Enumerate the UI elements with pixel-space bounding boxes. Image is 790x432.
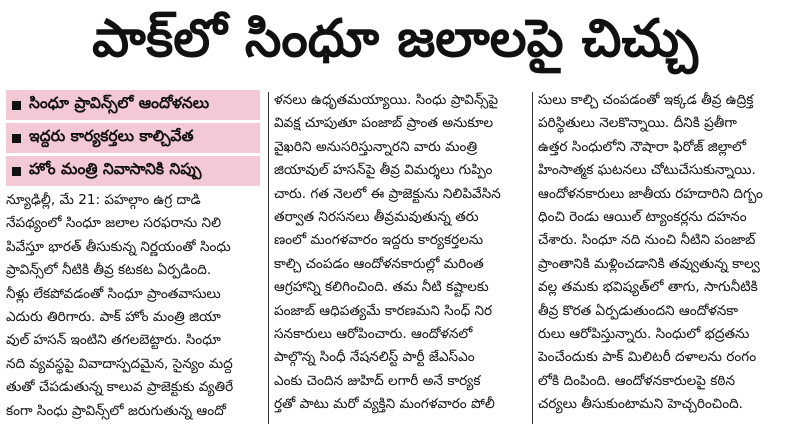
text-line: సనకారులు ఆరోపించారు. ఆందోళనలో	[274, 325, 473, 342]
bullet-item	[6, 123, 260, 153]
bullet-item	[6, 156, 260, 186]
text-line: పెంచేందుకు పాక్ మిలిటరీ దళాలను రంగం	[538, 349, 757, 366]
text-line: న్యూఢిల్లీ, మే 21: పహల్గాం ఉగ్ర దాడి	[6, 192, 201, 208]
text-line: నది వ్యవస్థపై వివాదాస్పదమైన, సైన్యం మద్ద	[6, 355, 233, 372]
text-line: జియావుల్ హసన్‌పై తీవ్ర విమర్శలు గుప్పిం	[274, 162, 493, 179]
text-line: ళనలు ఉధృతమయ్యాయి. సింధు ప్రావిన్స్‌పై	[274, 92, 499, 108]
text-line: వివక్ష చూపుతూ పంజాబ్ ప్రాంత అనుకూల	[274, 115, 494, 132]
text-line: ప్రావిన్స్‌లో నీటికి తీవ్ర కటకట ఏర్పడింది.	[6, 262, 212, 279]
headline: పాక్‌లో సింధూ జలాలపై చిచ్చు	[92, 9, 698, 69]
text-line: నీళ్లు లేకపోవడంతో సింధూ ప్రాంతవాసులు	[6, 285, 221, 302]
text-line: పరిస్థితులు నెలకొన్నాయి. దీనికి ప్రతీగా	[538, 115, 737, 132]
text-line: నేపథ్యంలో సింధూ జలాల సరఫరాను నిలి	[6, 215, 222, 232]
column-divider	[532, 92, 533, 424]
text-line: చేశారు. సింధూ నది నుంచి నీటిని పంజాబ్	[538, 232, 756, 249]
text-line: ఆందోళనకారులు జాతీయ రహదారిని దిగ్బం	[538, 185, 763, 202]
text-line: పంజాబ్ ఆధిపత్యమే కారణమని సింధ్ నిర	[274, 302, 493, 319]
text-line: పివేస్తూ భారత్ తీసుకున్న నిర్ణయంతో సింధు	[6, 238, 231, 255]
bullet-text: సింధూ ప్రావిన్స్‌లో ఆందోళనలు	[29, 94, 210, 112]
text-line: ధించి రెండు ఆయిల్ ట్యాంకర్లను దహనం	[538, 208, 747, 225]
article-column-3	[538, 89, 784, 416]
text-line: కాల్చి చంపడం ఆందోళనకారుల్లో మరింత	[274, 255, 484, 272]
text-line: తుతో చేపడుతున్న కాలువ ప్రాజెక్టుకు వ్యతిరే	[6, 379, 234, 396]
text-line: ఎంకు చెందిన జుహిద్ లగారీ అనే కార్యక	[274, 372, 481, 389]
text-line: సులు కాల్చి చంపడంతో ఇక్కడ తీవ్ర ఉద్రిక్త	[538, 92, 754, 108]
bullet-square-icon	[12, 167, 21, 176]
text-line: తీవ్ర కొరత ఏర్పడుతుందని ఆందోళనకా	[538, 302, 739, 319]
bullet-text: ఇద్దరు కార్యకర్తలు కాల్చివేత	[29, 127, 194, 145]
text-line: రులు ఆరోపిస్తున్నారు. సింధులో భద్రతను	[538, 325, 750, 342]
text-line: ఉత్తర సింధులోని నౌషారా ఫిరోజ్ జిల్లాలో	[538, 138, 746, 155]
highlight-bullets	[6, 90, 260, 189]
text-line: తర్వాత నిరసనలు తీవ్రమవుతున్న తరు	[274, 208, 479, 225]
text-line: వైఖరిని అనుసరిస్తున్నారని వారు మంత్రి	[274, 138, 478, 155]
text-line: చారు. గత నెలలో ఈ ప్రాజెక్టును నిలిపివేసిన	[274, 185, 501, 202]
text-line: వల్ల తమకు భవిష్యత్‌లో తాగు, సాగునీటికి	[538, 279, 758, 296]
article-column-2	[274, 89, 526, 416]
text-line: ఆగ్రహాన్ని కలిగించింది. తమ నీటి కష్టాలకు	[274, 279, 489, 296]
text-line: ఎదురు తిరిగారు. పాక్ హోం మంత్రి జియా	[6, 308, 221, 325]
bullet-item	[6, 90, 260, 120]
article-column-1	[6, 189, 264, 423]
text-line: కంగా సింధు ప్రావిన్స్‌లో జరుగుతున్న ఆందో	[6, 402, 226, 419]
bullet-text: హోం మంత్రి నివాసానికి నిప్పు	[29, 160, 202, 178]
bullet-square-icon	[12, 134, 21, 143]
text-line: ప్రాంతానికి మళ్లించడానికి తవ్వుతున్న కాల్వ	[538, 255, 760, 272]
text-line: లోకి దింపింది. ఆందోళనకారులపై కఠిన	[538, 372, 735, 389]
text-line: ణంలో మంగళవారం ఇద్దరు కార్యకర్తలను	[274, 232, 484, 249]
text-line: ర్తతో పాటు మరో వ్యక్తిని మంగళవారం పోలీ	[274, 396, 495, 413]
text-line: వుల్ హసన్ ఇంటిని తగలబెట్టారు. సింధూ	[6, 332, 221, 349]
text-line: పాల్గొన్న సింధీ నేషనలిస్ట్ పార్టీ జేఎస్ఎం	[274, 349, 475, 366]
bullet-square-icon	[12, 101, 21, 110]
text-line: హింసాత్మక ఘటనలు చోటుచేసుకున్నాయి.	[538, 162, 756, 179]
column-divider	[268, 92, 269, 424]
text-line: చర్యలు తీసుకుంటామని హెచ్చరించింది.	[538, 396, 744, 413]
